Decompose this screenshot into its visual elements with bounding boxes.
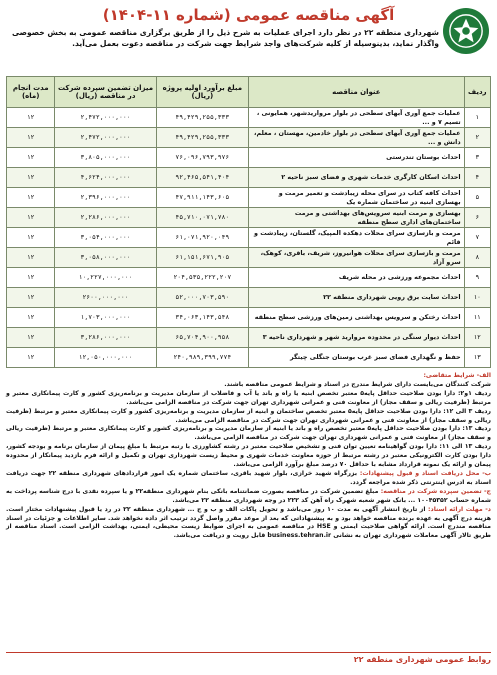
tender-title-cell: احداث کافه کتاب در سرای محله زیبادشت و تعمیر مرمت و بهسازی ابنیه در ساختمان شماره یک — [249, 188, 465, 208]
row-number-cell: ۶ — [464, 208, 490, 228]
duration-cell: ۱۲ — [7, 328, 55, 348]
guarantee-cell: ۲۶۰۰,۰۰۰,۰۰۰ — [55, 288, 156, 308]
tender-title-cell: عملیات جمع آوری آبهای سطحی در بلوار مروارید‌شهر، همایونی ، تسیم ۷ و ... — [249, 108, 465, 128]
guarantee-cell: ۲,۲۸۶,۰۰۰,۰۰۰ — [55, 208, 156, 228]
guarantee-cell: ۲,۴۷۲,۰۰۰,۰۰۰ — [55, 108, 156, 128]
tender-title-cell: عملیات جمع آوری آبهای سطحی در بلوار خادمین، مهستان ، معلم، دانش و ... — [249, 128, 465, 148]
table-row — [7, 148, 491, 168]
duration-cell: ۱۲ — [7, 108, 55, 128]
guarantee-cell: ۱۰,۲۲۷,۰۰۰,۰۰۰ — [55, 268, 156, 288]
estimate-cell: ۲۴۰,۹۸۹,۳۹۹,۷۷۴ — [156, 348, 248, 368]
section-b-text: بزرگراه شهید خرازی، بلوار شهید باقری، ساختمان شماره یک امور قراردادهای شهرداری منطقه ۲۲ جهت دریافت اسناد به ادرس اینترنتی ذکر شده مراجعه گردد. — [6, 469, 491, 486]
guarantee-cell: ۱,۷۰۳,۰۰۰,۰۰۰ — [55, 308, 156, 328]
duration-cell: ۱۲ — [7, 228, 55, 248]
estimate-cell: ۴۵,۷۱۰,۰۷۱,۷۸۰ — [156, 208, 248, 228]
table-row — [7, 268, 491, 288]
row-number-cell: ۱۰ — [464, 288, 490, 308]
notice-number: (شماره ۱۱-۱۴۰۴) — [102, 6, 231, 24]
estimate-cell: ۶۱,۰۷۱,۹۲۰,۰۴۹ — [156, 228, 248, 248]
section-c-heading: ج- تضمین سپرده شرکت در مناقصه: — [380, 487, 492, 495]
guarantee-cell: ۳,۰۵۴,۰۰۰,۰۰۰ — [55, 228, 156, 248]
table-row — [7, 228, 491, 248]
tender-table — [6, 76, 491, 368]
table-row — [7, 248, 491, 268]
duration-cell: ۱۲ — [7, 148, 55, 168]
estimate-cell: ۴۹,۴۲۹,۲۵۵,۳۳۳ — [156, 128, 248, 148]
row-number-cell: ۷ — [464, 228, 490, 248]
section-b-paragraph — [6, 470, 491, 488]
row-number-cell: ۱ — [464, 108, 490, 128]
estimate-cell: ۵۲,۰۰۰,۷۰۳,۵۹۰ — [156, 288, 248, 308]
condition-paragraph: ردیف ۳ الی ۱۲: دارا بودن صلاحیت حداقل پایه۵ معتبر تخصص ساختمان و ابنیه از سازمان مدیریت و برنامه‌ریزی کشور و کارت پیمانکاری معتبر و مرتبط (ظرفیت ریالی و سقف مجاز) از معاونت فنی و عمرانی شهرداری تهران جهت شرکت در مناقصه الزامی می‌باشد. — [6, 407, 491, 424]
duration-cell: ۱۲ — [7, 348, 55, 368]
tender-table-body — [7, 108, 491, 368]
tender-title-cell: بهسازی و مرمت ابنیه سرویس‌های بهداشتی و مرمت ساختمان‌های اداری سطح منطقه — [249, 208, 465, 228]
condition-paragraph: ردیف ۱و۲: دارا بودن صلاحیت حداقل پایه۵ معتبر تخصص ابنیه یا راه و باند یا آب و فاضلاب از سازمان مدیریت و برنامه‌ریزی کشور و کارت پیمانکاری معتبر و مرتبط (ظرفیت ریالی و سقف مجاز) از معاونت فنی و عمرانی شهرداری تهران جهت شرکت در مناقصه الزامی می‌باشد. — [6, 389, 492, 406]
guarantee-cell: ۳,۸۰۵,۰۰۰,۰۰۰ — [55, 148, 156, 168]
section-d-paragraph — [6, 506, 491, 542]
tender-title-cell: احداث سایت برق رویی شهرداری منطقه ۲۲ — [249, 288, 465, 308]
guarantee-cell: ۲,۳۹۶,۰۰۰,۰۰۰ — [55, 188, 156, 208]
section-c-text: مبلغ تضمین شرکت در مناقصه بصورت ضمانتنامه بانکی بنام شهرداری منطقه۲۲ و یا سپرده نقدی با درج شناسه پرداخت به شماره حساب ۱۰۰۴۵۳۵۲ ... بانک شهر شعبه شهرک راه آهن کد ۲۲۲ در وجه شهرداری منطقه ۲۲ می‌باشد. — [6, 487, 491, 504]
row-number-cell: ۱۱ — [464, 308, 490, 328]
table-header-row — [7, 77, 491, 108]
section-d-text: از تاریخ انتشار آگهی به مدت ۱۰ روز می‌باشد و تحویل پاکات الف و ب و ج ... شهرداری منطقه ۲۲ در رد یا قبول پیشنهادات مختار است. هزینه درج آگهی به عهده برنده مناقصه خواهد بود و به پیشنهاداتی که بعد از موعد مقرر واصل گردد ترتیب اثر داده نخواهد شد. سایر اطلاعات و جزئیات در اسناد مناقصه مندرج است. ارائه گواهی صلاحیت ایمنی و HSE در مناقصه عمومی به اجرای ضوابط زیست محیطی، ایمنی، بهداشت الزامی است. — [6, 505, 491, 531]
estimate-cell: ۴۷,۹۱۱,۱۴۳,۶۰۵ — [156, 188, 248, 208]
row-number-cell: ۴ — [464, 168, 490, 188]
duration-cell: ۱۲ — [7, 208, 55, 228]
title-block — [6, 4, 491, 49]
tender-title-cell: احداث رختکن و سرویس بهداشتی زمین‌های ورزشی سطح منطقه — [249, 308, 465, 328]
tender-title-cell: احداث اسکان کارگری خدمات شهری و فضای سبز ناحیه ۲ — [249, 168, 465, 188]
section-c-paragraph — [6, 488, 491, 506]
table-row — [7, 188, 491, 208]
public-relations-footer: روابط عمومی شهرداری منطقه ۲۲ — [6, 652, 491, 669]
col-header-duration: مدت انجام (ماه) — [7, 77, 55, 108]
notice-title — [6, 6, 491, 24]
tender-title-cell: مرمت و بازسازی سرای محلات هوانیروز، شریف، باقری، کوهک، سرو آزاد — [249, 248, 465, 268]
col-header-row-number: ردیف — [464, 77, 490, 108]
condition-paragraph: ردیف ۱۳ الی ۱۱: دارا بودن گواهینامه تعیین توان فنی و تشخیص صلاحیت معتبر در رشته کشاورزی با رتبه مرتبط با مبلغ پیمان از سازمان برنامه و بودجه کشور، دارا بودن کارت الکترونیکی معتبر در رشته مرتبط از حوزه معاونت خدمات شهری و محیط زیست شهرداری تهران و تکمیل و ارائه فرم بازدید پیمانکار از محدوده پیمان و ارائه یک نمونه قرارداد مشابه با حداقل ۷۰ درصد مبلغ برآورد الزامی می‌باشد. — [6, 443, 491, 469]
guarantee-cell: ۴,۶۲۴,۰۰۰,۰۰۰ — [55, 168, 156, 188]
duration-cell: ۱۲ — [7, 268, 55, 288]
notice-title-text: آگهی مناقصه عمومی — [235, 6, 395, 24]
table-row — [7, 348, 491, 368]
tender-title-cell: احداث بوستان تندرستی — [249, 148, 465, 168]
duration-cell: ۱۲ — [7, 188, 55, 208]
row-number-cell: ۸ — [464, 248, 490, 268]
tender-title-cell: حفظ و نگهداری فضای سبز غرب بوستان جنگلی چیتگر — [249, 348, 465, 368]
guarantee-cell: ۳,۲۸۶,۰۰۰,۰۰۰ — [55, 328, 156, 348]
col-header-title: عنوان مناقصه — [249, 77, 465, 108]
section-b-heading: ب- محل دریافت اسناد و قبول پیشنهادات: — [359, 469, 492, 477]
table-row — [7, 168, 491, 188]
conditions-section — [6, 372, 491, 541]
guarantee-cell: ۲,۴۷۲,۰۰۰,۰۰۰ — [55, 128, 156, 148]
row-number-cell: ۱۳ — [464, 348, 490, 368]
tender-title-cell: احداث دیوار سنگی در محدوده مروارید شهر و شهرداری ناحیه ۳ — [249, 328, 465, 348]
duration-cell: ۱۲ — [7, 128, 55, 148]
estimate-cell: ۶۵,۷۰۴,۹۰۰,۹۵۸ — [156, 328, 248, 348]
guarantee-cell: ۳,۰۵۸,۰۰۰,۰۰۰ — [55, 248, 156, 268]
row-number-cell: ۳ — [464, 148, 490, 168]
documents-link-text: اسناد مناقصه از طریق تالار آگهی معاملات شهرداری تهران به نشانی — [6, 523, 491, 540]
section-a-heading: الف- شرایط متقاضی: — [423, 372, 491, 379]
col-header-estimate: مبلغ برآورد اولیه پروژه (ریال) — [156, 77, 248, 108]
row-number-cell: ۲ — [464, 128, 490, 148]
estimate-cell: ۷۶,۰۹۶,۷۹۳,۹۷۶ — [156, 148, 248, 168]
table-row — [7, 328, 491, 348]
table-row — [7, 208, 491, 228]
section-d-heading: د- مهلت ارائه اسناد: — [428, 505, 491, 513]
condition-paragraph: ردیف ۱۳: دارا بودن صلاحیت حداقل پایه۵ معتبر تخصص راه و باند یا ابنیه از سازمان مدیریت و برنامه‌ریزی کشور و کارت پیمانکاری معتبر و مرتبط (ظرفیت ریالی و سقف مجاز) از معاونت فنی و عمرانی شهرداری تهران جهت شرکت در مناقصه الزامی می‌باشد. — [6, 425, 491, 442]
business-site-link[interactable]: business.tehran.ir — [267, 532, 332, 540]
row-number-cell: ۱۲ — [464, 328, 490, 348]
duration-cell: ۱۲ — [7, 308, 55, 328]
documents-link-tail: قابل رویت و دریافت می‌باشد. — [173, 532, 266, 540]
row-number-cell: ۵ — [464, 188, 490, 208]
table-row — [7, 128, 491, 148]
table-row — [7, 308, 491, 328]
estimate-cell: ۹۲,۴۶۵,۵۴۱,۴۰۴ — [156, 168, 248, 188]
estimate-cell: ۳۴,۰۶۳,۱۴۳,۵۴۸ — [156, 308, 248, 328]
duration-cell: ۱۲ — [7, 288, 55, 308]
col-header-guarantee: میزان تضمین سپرده شرکت در مناقصه (ریال) — [55, 77, 156, 108]
row-number-cell: ۹ — [464, 268, 490, 288]
tender-title-cell: مرمت و بازسازی سرای محلات دهکده المپیک، گلستان، زیبادشت و قائم — [249, 228, 465, 248]
duration-cell: ۱۲ — [7, 248, 55, 268]
duration-cell: ۱۲ — [7, 168, 55, 188]
table-row — [7, 108, 491, 128]
estimate-cell: ۴۹,۴۲۹,۲۵۵,۳۳۳ — [156, 108, 248, 128]
estimate-cell: ۶۱,۱۵۱,۶۷۱,۹۰۵ — [156, 248, 248, 268]
table-row — [7, 288, 491, 308]
tender-title-cell: احداث مجموعه ورزشی در محله شریف — [249, 268, 465, 288]
estimate-cell: ۲۰۴,۵۳۵,۲۲۲,۲۰۷ — [156, 268, 248, 288]
condition-paragraph: شرکت کنندگان می‌بایست دارای شرایط مندرج در اسناد و شرایط عمومی مناقصه باشند. — [224, 380, 491, 388]
notice-intro: شهرداری منطقه ۲۲ در نظر دارد اجرای عملیات به شرح ذیل را از طریق برگزاری مناقصه عمومی به بخش خصوصی واگذار نماید، بدینوسیله از کلیه شرکت‌های واجد شرایط جهت شرکت در مناقصه دعوت بعمل می‌آید. — [12, 28, 440, 48]
notice-header — [6, 4, 491, 74]
guarantee-cell: ۱۲,۰۵۰,۰۰۰,۰۰۰ — [55, 348, 156, 368]
